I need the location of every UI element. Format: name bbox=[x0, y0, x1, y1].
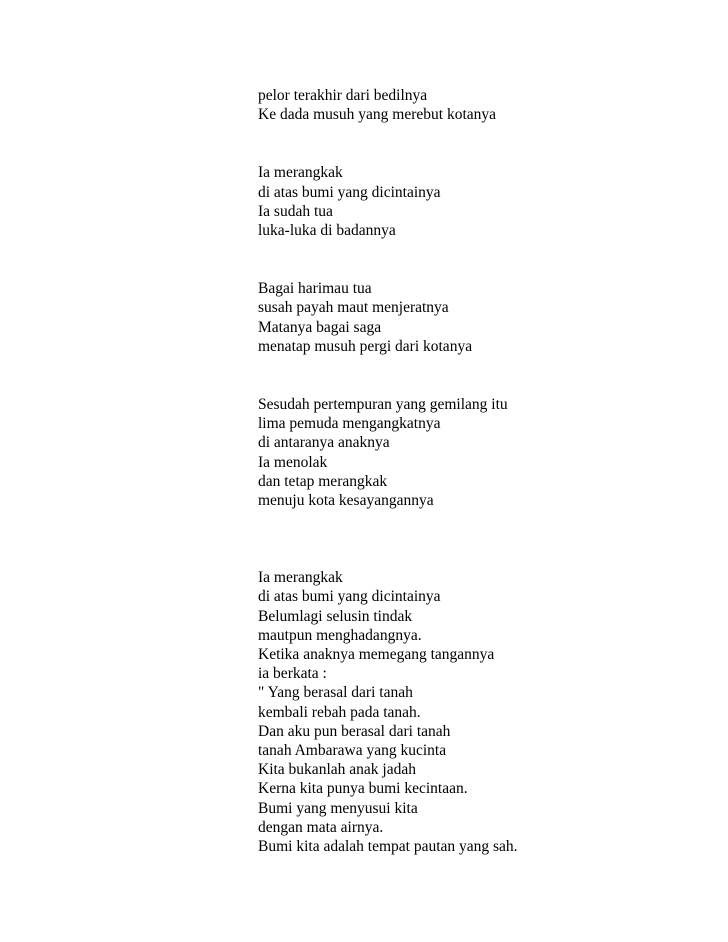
stanza-gap bbox=[258, 124, 698, 163]
poem-line: Ketika anaknya memegang tangannya bbox=[258, 646, 495, 664]
stanza-2 bbox=[258, 163, 698, 240]
poem-line: di atas bumi yang dicintainya bbox=[258, 588, 441, 606]
poem-line: mautpun menghadangnya. bbox=[258, 626, 422, 644]
poem-line: dan tetap merangkak bbox=[258, 472, 388, 490]
poem-line: tanah Ambarawa yang kucinta bbox=[258, 742, 447, 760]
stanza-1 bbox=[258, 86, 698, 124]
poem-line: Sesudah pertempuran yang gemilang itu bbox=[258, 396, 508, 414]
poem-line: dengan mata airnya. bbox=[258, 818, 384, 836]
stanza-gap bbox=[258, 240, 698, 279]
poem-line: Ia sudah tua bbox=[258, 202, 333, 220]
poem-line: Ia merangkak bbox=[258, 164, 343, 182]
poem-line: Ia merangkak bbox=[258, 569, 343, 587]
stanza-gap bbox=[258, 510, 698, 568]
poem-line: Ia menolak bbox=[258, 453, 328, 471]
poem-line: Belumlagi selusin tindak bbox=[258, 607, 413, 625]
poem-line: Bumi kita adalah tempat pautan yang sah. bbox=[258, 838, 518, 856]
poem-line: menuju kota kesayangannya bbox=[258, 492, 434, 510]
poem-line: Bumi yang menyusui kita bbox=[258, 799, 418, 817]
poem-line: Bagai harimau tua bbox=[258, 280, 372, 298]
poem-line: Matanya bagai saga bbox=[258, 318, 382, 336]
stanza-3 bbox=[258, 279, 698, 356]
stanza-5 bbox=[258, 568, 698, 856]
poem-line: lima pemuda mengangkatnya bbox=[258, 415, 441, 433]
poem-line: pelor terakhir dari bedilnya bbox=[258, 87, 428, 104]
poem-line: susah payah maut menjeratnya bbox=[258, 299, 449, 317]
poem-line: " Yang berasal dari tanah bbox=[258, 684, 413, 702]
stanza-gap bbox=[258, 356, 698, 395]
poem-line: luka-luka di badannya bbox=[258, 222, 396, 240]
poem-line: menatap musuh pergi dari kotanya bbox=[258, 337, 473, 355]
stanza-4 bbox=[258, 395, 698, 510]
poem-line: Ke dada musuh yang merebut kotanya bbox=[258, 106, 497, 124]
poem-line: kembali rebah pada tanah. bbox=[258, 703, 421, 721]
poem-page bbox=[258, 86, 698, 856]
poem-line: di atas bumi yang dicintainya bbox=[258, 183, 441, 201]
poem-line: Kita bukanlah anak jadah bbox=[258, 761, 416, 779]
poem-line: Kerna kita punya bumi kecintaan. bbox=[258, 780, 468, 798]
poem-line: ia berkata : bbox=[258, 665, 327, 683]
poem-line: Dan aku pun berasal dari tanah bbox=[258, 722, 451, 740]
poem-line: di antaranya anaknya bbox=[258, 434, 390, 452]
